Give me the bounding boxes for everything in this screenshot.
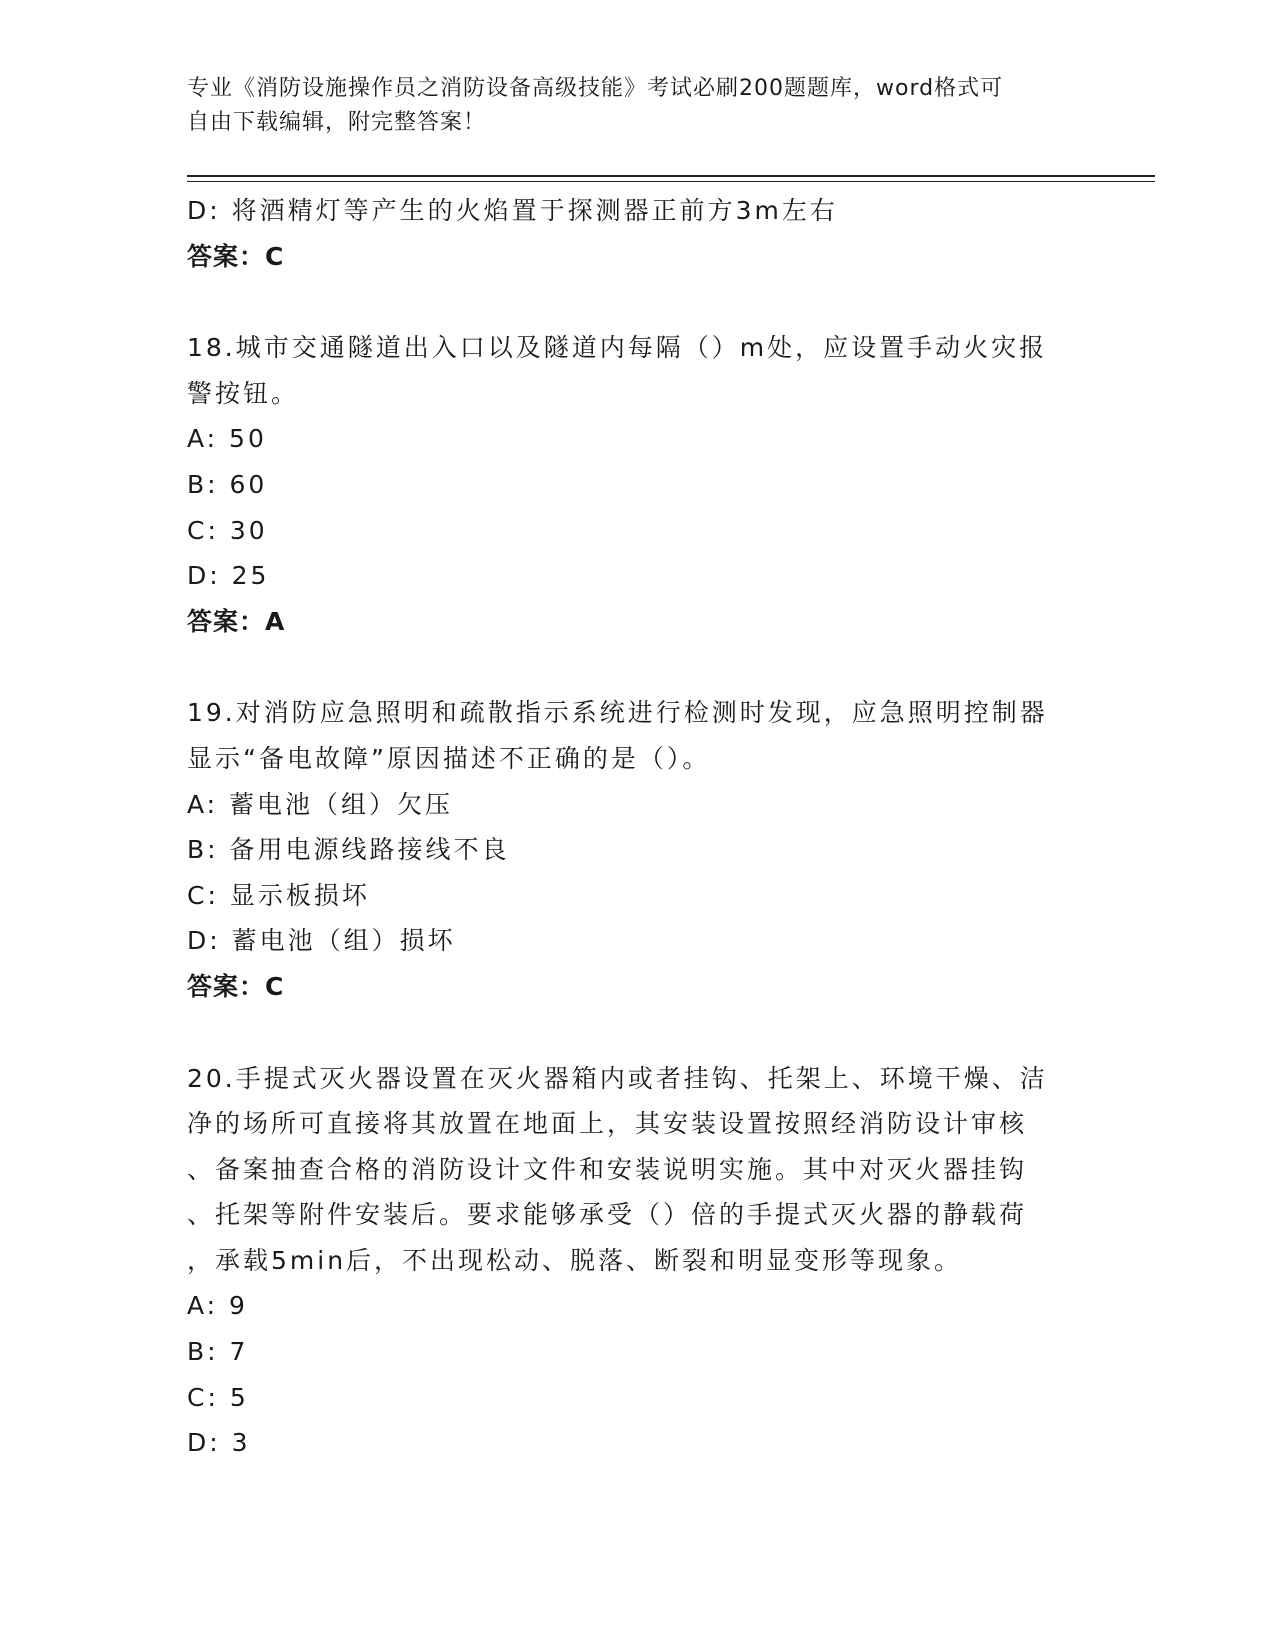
answer-line: 答案：C: [187, 241, 285, 271]
document-header: [187, 72, 1067, 140]
option-b: B: 备用电源线路接线不良: [187, 835, 510, 865]
option-a: A: 9: [187, 1291, 248, 1321]
question-text-line: 显示“备电故障”原因描述不正确的是（）。: [187, 743, 711, 773]
option-a: A: 蓄电池（组）欠压: [187, 789, 454, 819]
spacer: [187, 644, 1067, 690]
option-c: C: 30: [187, 515, 268, 545]
option-d: D: 25: [187, 561, 270, 591]
question-20: [187, 1056, 1067, 1466]
answer-line: 答案：A: [187, 606, 286, 636]
question-text-line: 18.城市交通隧道出入口以及隧道内每隔（）m处，应设置手动火灾报: [187, 333, 1048, 363]
spacer: [187, 279, 1067, 325]
question-text-line: 、托架等附件安装后。要求能够承受（）倍的手提式灭火器的静载荷: [187, 1200, 1028, 1230]
question-text-line: 、备案抽查合格的消防设计文件和安装说明实施。其中对灭火器挂钩: [187, 1154, 1028, 1184]
option-d: D: 将酒精灯等产生的火焰置于探测器正前方3m左右: [187, 196, 838, 225]
option-c: C: 5: [187, 1382, 249, 1412]
option-b: B: 60: [187, 469, 268, 499]
option-b: B: 7: [187, 1337, 249, 1367]
spacer: [187, 1010, 1067, 1056]
header-line-2: 自由下载编辑，附完整答案！: [187, 110, 487, 135]
option-c: C: 显示板损坏: [187, 880, 370, 910]
question-content: [187, 188, 1067, 1466]
question-text-line: ，承载5min后，不出现松动、脱落、断裂和明显变形等现象。: [187, 1245, 963, 1275]
question-text-line: 警按钮。: [187, 378, 300, 408]
question-19: [187, 690, 1067, 1009]
option-d: D: 蓄电池（组）损坏: [187, 926, 456, 956]
option-a: A: 50: [187, 424, 267, 454]
question-text-line: 19.对消防应急照明和疏散指示系统进行检测时发现，应急照明控制器: [187, 698, 1048, 728]
question-18: [187, 325, 1067, 644]
header-divider-thin: [187, 181, 1155, 182]
header-divider-thick: [187, 175, 1155, 177]
header-line-1: 专业《消防设施操作员之消防设备高级技能》考试必刷200题题库，word格式可: [187, 76, 1004, 101]
question-text-line: 净的场所可直接将其放置在地面上，其安装设置按照经消防设计审核: [187, 1109, 1028, 1139]
answer-line: 答案：C: [187, 971, 285, 1001]
option-d: D: 3: [187, 1428, 251, 1458]
question-text-line: 20.手提式灭火器设置在灭火器箱内或者挂钩、托架上、环境干燥、洁: [187, 1063, 1048, 1093]
